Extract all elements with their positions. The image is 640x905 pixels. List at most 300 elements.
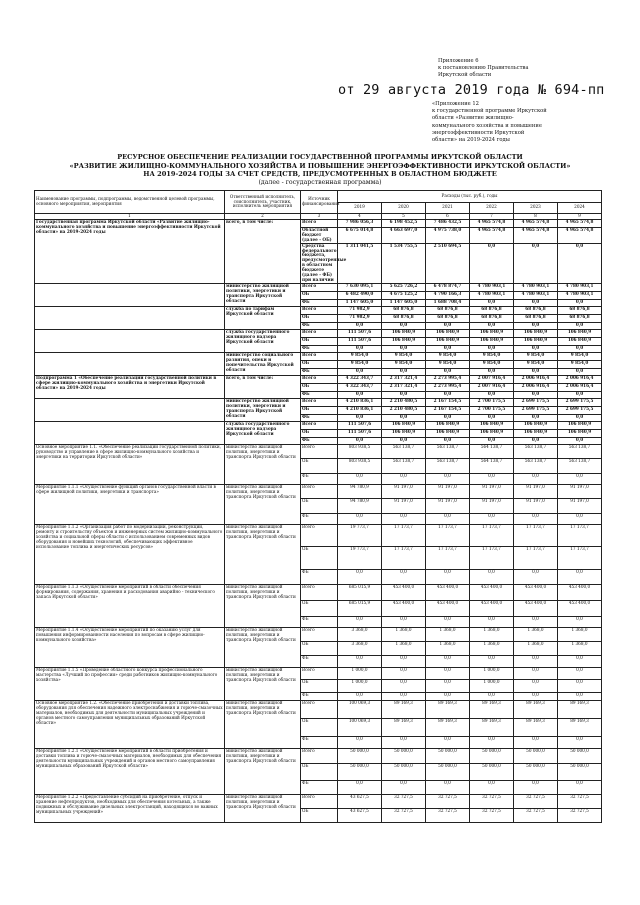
amount-cell: 0,0	[382, 616, 426, 627]
amount-cell: 91 197,0	[514, 498, 558, 513]
amount-cell: 0,0	[470, 692, 514, 700]
amount-cell: 0,0	[558, 322, 602, 329]
amount-cell: 0,0	[382, 679, 426, 692]
amount-cell: 2 210 480,5	[382, 406, 426, 414]
amount-cell: 0,0	[470, 322, 514, 329]
funding-source-cell: Всего	[301, 444, 338, 458]
amount-cell: 106 840,9	[514, 329, 558, 337]
amount-cell: 6 198 452,5	[382, 219, 426, 227]
funding-source-cell: ОБ	[301, 718, 338, 736]
column-number: 7	[470, 214, 514, 220]
title-line: «РАЗВИТИЕ ЖИЛИЩНО-КОММУНАЛЬНОГО ХОЗЯЙСТВА И ПОВЫШЕНИЕ ЭНЕРГОЭФФЕКТИВНОСТИ ИРКУТСКОЙ ОБЛАСТИ»	[69, 161, 571, 170]
amount-cell: 1 688 708,4	[426, 299, 470, 306]
program-name-cell	[35, 398, 225, 421]
amount-cell: 2 699 175,5	[514, 398, 558, 406]
funding-source-cell: ОБ	[301, 383, 338, 391]
amount-cell: 4 965 574,8	[470, 227, 514, 243]
amount-cell: 4 210 836,1	[338, 398, 382, 406]
amount-cell: 0,0	[558, 736, 602, 748]
amount-cell: 68 876,8	[558, 306, 602, 314]
table-header-row	[35, 191, 602, 203]
amount-cell: 5 625 726,2	[382, 283, 426, 291]
year-header: 2024	[558, 202, 602, 214]
amount-cell: 0,0	[338, 322, 382, 329]
amount-cell: 43 627,5	[338, 794, 382, 808]
amount-cell: 68 876,8	[382, 306, 426, 314]
amount-cell: 2 210 480,5	[382, 398, 426, 406]
executor-cell: министерство жилищной политики, энергетики и транспорта Иркутской области	[225, 667, 301, 700]
amount-cell: 9 854,0	[558, 360, 602, 368]
amount-cell: 7 486 432,5	[426, 219, 470, 227]
amount-cell: 0,0	[558, 345, 602, 352]
funding-source-cell: ФБ	[301, 780, 338, 794]
amount-cell: 19 773,7	[338, 524, 382, 546]
executor-cell: служба государственного жилищного надзора Иркутской области	[225, 329, 301, 352]
funding-source-cell: Всего	[301, 398, 338, 406]
amount-cell: 0,0	[382, 368, 426, 375]
appendix-line: Иркутской области	[438, 72, 492, 79]
amount-cell: 106 840,9	[470, 421, 514, 429]
amount-cell: 17 173,7	[470, 524, 514, 546]
table-row	[35, 700, 602, 718]
amount-cell: 91 197,0	[382, 484, 426, 498]
amount-cell: 0,0	[470, 513, 514, 524]
amount-cell: 32 727,5	[426, 794, 470, 808]
amount-cell: 0,0	[382, 437, 426, 444]
funding-source-cell: ОБ	[301, 360, 338, 368]
table-row	[35, 794, 602, 808]
amount-cell: 68 876,8	[514, 306, 558, 314]
amount-cell: 0,0	[470, 655, 514, 667]
amount-cell: 0,0	[382, 655, 426, 667]
amount-cell: 0,0	[514, 299, 558, 306]
amount-cell: 0,0	[382, 780, 426, 794]
amount-cell: 89 169,3	[426, 718, 470, 736]
executor-cell: министерство жилищной политики, энергетики и транспорта Иркутской области	[225, 524, 301, 584]
program-name-cell: Государственная программа Иркутской области «Развитие жилищно-коммунального хозяйства и повышение энергоэффективности Иркутской области» на 2019-2024 годы	[35, 219, 225, 283]
amount-cell: 0,0	[382, 667, 426, 679]
table-row	[35, 283, 602, 291]
funding-source-cell: Всего	[301, 794, 338, 808]
document-title	[40, 153, 600, 179]
program-name-cell: Основное мероприятие 1.1. «Обеспечение реализации государственной политики, руководство и управление в сфере жилищно-коммунального хозяйства и энергетики на территории Иркутской области»	[35, 444, 225, 484]
amount-cell: 9 854,0	[470, 352, 514, 360]
amount-cell: 0,0	[426, 473, 470, 484]
funding-source-cell: ФБ	[301, 345, 338, 352]
amount-cell: 0,0	[338, 616, 382, 627]
funding-source-cell: Всего	[301, 584, 338, 600]
amount-cell: 453 400,0	[514, 584, 558, 600]
amount-cell: 32 727,5	[426, 808, 470, 822]
funding-source-cell: Всего	[301, 700, 338, 718]
amount-cell: 17 173,7	[558, 524, 602, 546]
funding-source-cell: Всего	[301, 627, 338, 641]
year-header: 2020	[382, 202, 426, 214]
executor-cell: служба государственного жилищного надзора Иркутской области	[225, 421, 301, 444]
column-number: 6	[426, 214, 470, 220]
program-name-cell	[35, 329, 225, 352]
amount-cell: 111 507,6	[338, 421, 382, 429]
amount-cell: 4 780 903,1	[514, 283, 558, 291]
amount-cell: 0,0	[514, 414, 558, 421]
amount-cell: 0,0	[426, 391, 470, 398]
amount-cell: 50 000,0	[426, 748, 470, 763]
amount-cell: 91 197,0	[470, 498, 514, 513]
amount-cell: 0,0	[338, 692, 382, 700]
decree-date: от 29 августа 2019 года № 694-пп	[338, 82, 605, 98]
amount-cell: 563 138,7	[426, 458, 470, 473]
funding-source-cell: ОБ	[301, 641, 338, 655]
amount-cell: 106 840,9	[426, 329, 470, 337]
amount-cell: 94 780,9	[338, 484, 382, 498]
amount-cell: 2 006 916,4	[558, 375, 602, 383]
amount-cell: 0,0	[426, 414, 470, 421]
amount-cell: 17 173,7	[558, 546, 602, 569]
amount-cell: 89 169,3	[382, 718, 426, 736]
program-name-cell	[35, 283, 225, 306]
amount-cell: 0,0	[514, 780, 558, 794]
amount-cell: 0,0	[382, 473, 426, 484]
funding-source-cell: ФБ	[301, 569, 338, 584]
amount-cell: 50 000,0	[514, 763, 558, 780]
amount-cell: 50 000,0	[382, 763, 426, 780]
amount-cell: 17 173,7	[382, 524, 426, 546]
amount-cell: 9 854,0	[338, 352, 382, 360]
amount-cell: 685 015,9	[338, 600, 382, 616]
amount-cell: 1 000,0	[338, 679, 382, 692]
amount-cell: 0,0	[426, 780, 470, 794]
amount-cell: 2 273 995,4	[426, 375, 470, 383]
program-name-cell: Мероприятие 1.2.2 «Предоставление субсидий на приобретение, отпуск и хранение нефтепродуктов, необходимых для обеспечения котельных, а также подвижных и обслуживание дизельных электростанций, находящихся во важных муниципальных учреждений»	[35, 794, 225, 822]
amount-cell: 563 138,7	[382, 458, 426, 473]
amount-cell: 89 169,3	[558, 700, 602, 718]
title-line: РЕСУРСНОЕ ОБЕСПЕЧЕНИЕ РЕАЛИЗАЦИИ ГОСУДАРСТВЕННОЙ ПРОГРАММЫ ИРКУТСКОЙ ОБЛАСТИ	[117, 153, 523, 161]
amount-cell: 453 400,0	[558, 584, 602, 600]
amount-cell: 0,0	[514, 473, 558, 484]
amount-cell: 89 169,3	[558, 718, 602, 736]
amount-cell: 0,0	[382, 322, 426, 329]
amount-cell: 2 317 321,4	[382, 375, 426, 383]
amount-cell: 17 173,7	[514, 524, 558, 546]
executor-cell: министерство жилищной политики, энергетики и транспорта Иркутской области	[225, 283, 301, 306]
amount-cell: 1 368,0	[426, 627, 470, 641]
amount-cell: 0,0	[338, 473, 382, 484]
amount-cell: 89 169,3	[470, 718, 514, 736]
amount-cell: 2 007 916,4	[470, 375, 514, 383]
amount-cell: 0,0	[558, 513, 602, 524]
amount-cell: 4 965 574,8	[558, 227, 602, 243]
funding-source-cell: ФБ	[301, 299, 338, 306]
amount-cell: 4 780 903,1	[558, 291, 602, 299]
amount-cell: 4 975 738,0	[426, 227, 470, 243]
amount-cell: 91 197,0	[470, 484, 514, 498]
col-header-name: Наименование программы, подпрограммы, ведомственной целевой программы, основного мероприятия, мероприятия	[35, 191, 225, 214]
amount-cell: 0,0	[558, 569, 602, 584]
amount-cell: 9 854,0	[558, 352, 602, 360]
amount-cell: 91 197,0	[558, 484, 602, 498]
funding-source-cell: Всего	[301, 352, 338, 360]
appendix-line: к постановлению Правительства	[438, 65, 529, 72]
amount-cell: 0,0	[382, 414, 426, 421]
amount-cell: 4 663 697,0	[382, 227, 426, 243]
amount-cell: 0,0	[558, 473, 602, 484]
amount-cell: 0,0	[338, 780, 382, 794]
amount-cell: 4 780 903,1	[558, 283, 602, 291]
amount-cell: 0,0	[338, 345, 382, 352]
amount-cell: 32 727,5	[382, 808, 426, 822]
amount-cell: 0,0	[514, 322, 558, 329]
funding-source-cell: Всего	[301, 329, 338, 337]
year-header: 2023	[514, 202, 558, 214]
amount-cell: 0,0	[470, 243, 514, 283]
amount-cell: 106 840,9	[426, 421, 470, 429]
amount-cell: 453 400,0	[426, 600, 470, 616]
funding-source-cell: ОБ	[301, 337, 338, 345]
amount-cell: 0,0	[470, 437, 514, 444]
amount-cell: 0,0	[470, 616, 514, 627]
amount-cell: 106 840,9	[382, 337, 426, 345]
amount-cell: 2 006 916,4	[514, 383, 558, 391]
column-number: 4	[338, 214, 382, 220]
funding-source-cell: Всего	[301, 219, 338, 227]
amount-cell: 453 400,0	[470, 584, 514, 600]
funding-source-cell: ОБ	[301, 458, 338, 473]
table-row	[35, 584, 602, 600]
funding-source-cell: Всего	[301, 421, 338, 429]
executor-cell: министерство жилищной политики, энергетики и транспорта Иркутской области	[225, 748, 301, 794]
amount-cell: 9 854,0	[426, 360, 470, 368]
funding-source-cell: Всего	[301, 524, 338, 546]
amount-cell: 0,0	[426, 437, 470, 444]
amount-cell: 68 876,8	[558, 314, 602, 322]
amount-cell: 0,0	[426, 569, 470, 584]
amount-cell: 7 986 056,3	[338, 219, 382, 227]
amount-cell: 0,0	[426, 345, 470, 352]
amount-cell: 563 138,7	[426, 444, 470, 458]
amount-cell: 17 173,7	[470, 546, 514, 569]
amount-cell: 71 982,9	[338, 314, 382, 322]
funding-source-cell: ФБ	[301, 414, 338, 421]
table-row	[35, 667, 602, 679]
amount-cell: 0,0	[470, 368, 514, 375]
amount-cell: 453 400,0	[514, 600, 558, 616]
amount-cell: 0,0	[426, 667, 470, 679]
amount-cell: 0,0	[514, 655, 558, 667]
amount-cell: 91 197,0	[382, 498, 426, 513]
amount-cell: 89 169,3	[470, 700, 514, 718]
executor-cell: всего, в том числе:	[225, 219, 301, 283]
amount-cell: 0,0	[426, 679, 470, 692]
executor-cell: министерство жилищной политики, энергетики и транспорта Иркутской области	[225, 484, 301, 524]
funding-source-cell: ОБ	[301, 679, 338, 692]
amount-cell: 4 965 574,8	[514, 219, 558, 227]
amount-cell: 0,0	[382, 345, 426, 352]
amount-cell: 563 138,7	[558, 458, 602, 473]
amount-cell: 50 000,0	[514, 748, 558, 763]
amount-cell: 111 507,6	[338, 329, 382, 337]
amount-cell: 0,0	[558, 692, 602, 700]
executor-cell: министерство жилищной политики, энергетики и транспорта Иркутской области	[225, 794, 301, 822]
amount-cell: 0,0	[470, 345, 514, 352]
amount-cell: 4 790 166,3	[426, 291, 470, 299]
amount-cell: 0,0	[514, 569, 558, 584]
amount-cell: 43 627,5	[338, 808, 382, 822]
amount-cell: 4 675 125,2	[382, 291, 426, 299]
funding-source-cell: ОБ	[301, 429, 338, 437]
amount-cell: 89 169,3	[514, 700, 558, 718]
amount-cell: 4 965 574,8	[470, 219, 514, 227]
amount-cell: 2 699 175,5	[514, 406, 558, 414]
amount-cell: 9 854,0	[382, 360, 426, 368]
amount-cell: 6 478 874,7	[426, 283, 470, 291]
amount-cell: 9 854,0	[426, 352, 470, 360]
table-row	[35, 329, 602, 337]
executor-cell: министерство социального развития, опеки и попечительства Иркутской области	[225, 352, 301, 375]
amount-cell: 1 311 041,5	[338, 243, 382, 283]
executor-cell: министерство жилищной политики, энергетики и транспорта Иркутской области	[225, 627, 301, 667]
executor-cell: министерство жилищной политики, энергетики и транспорта Иркутской области	[225, 700, 301, 748]
amount-cell: 106 840,9	[558, 429, 602, 437]
amount-cell: 1 000,0	[470, 679, 514, 692]
amount-cell: 0,0	[558, 655, 602, 667]
amount-cell: 17 173,7	[426, 524, 470, 546]
amount-cell: 0,0	[426, 513, 470, 524]
column-number: 2	[225, 214, 301, 220]
column-number: 9	[558, 214, 602, 220]
year-header: 2021	[426, 202, 470, 214]
amount-cell: 68 876,8	[382, 314, 426, 322]
amount-cell: 1 368,0	[382, 641, 426, 655]
amount-cell: 68 876,8	[426, 306, 470, 314]
amount-cell: 2 510 694,5	[426, 243, 470, 283]
amount-cell: 4 965 574,8	[514, 227, 558, 243]
amount-cell: 111 507,6	[338, 337, 382, 345]
amount-cell: 0,0	[338, 391, 382, 398]
amount-cell: 0,0	[338, 414, 382, 421]
amount-cell: 91 197,0	[558, 498, 602, 513]
amount-cell: 0,0	[426, 692, 470, 700]
program-name-cell: Мероприятие 1.2.1 «Осуществление мероприятий в области приобретения и доставки топлива и горюче-смазочных материалов, необходимых для обеспечения деятельности муниципальных учреждений и органов местного самоуправления муниципальных образований Иркутской области»	[35, 748, 225, 794]
funding-source-cell: ФБ	[301, 616, 338, 627]
amount-cell: 0,0	[382, 569, 426, 584]
amount-cell: 0,0	[558, 437, 602, 444]
amount-cell: 2 700 175,5	[470, 398, 514, 406]
amount-cell: 106 840,9	[558, 421, 602, 429]
amount-cell: 68 876,8	[470, 306, 514, 314]
amount-cell: 1 147 605,0	[338, 299, 382, 306]
table-row	[35, 375, 602, 383]
amount-cell: 0,0	[338, 513, 382, 524]
table-row	[35, 627, 602, 641]
amount-cell: 0,0	[514, 345, 558, 352]
table-row	[35, 748, 602, 763]
amount-cell: 1 368,0	[514, 627, 558, 641]
amount-cell: 0,0	[470, 414, 514, 421]
amount-cell: 0,0	[514, 692, 558, 700]
amount-cell: 0,0	[382, 391, 426, 398]
appendix-12-note	[432, 101, 602, 144]
executor-cell: министерство жилищной политики, энергетики и транспорта Иркутской области	[225, 584, 301, 627]
document-subtitle: (далее - государственная программа)	[258, 179, 382, 186]
table-row	[35, 306, 602, 314]
amount-cell: 3 368,0	[338, 627, 382, 641]
amount-cell: 685 015,9	[338, 584, 382, 600]
table-row	[35, 524, 602, 546]
amount-cell: 0,0	[558, 391, 602, 398]
amount-cell: 0,0	[558, 616, 602, 627]
program-name-cell: Мероприятие 1.1.3 «Осуществление мероприятий в области обеспечения формирования, содержания, хранения и расходования аварийно - технического запаса Иркутской области»	[35, 584, 225, 627]
amount-cell: 803 938,5	[338, 458, 382, 473]
amount-cell: 68 876,8	[470, 314, 514, 322]
amount-cell: 94 780,9	[338, 498, 382, 513]
amount-cell: 9 854,0	[470, 360, 514, 368]
amount-cell: 89 169,3	[426, 700, 470, 718]
program-name-cell: Подпрограмма 1 «Обеспечение реализации государственной политики в сфере жилищно-коммунального хозяйства и энергетики Иркутской области» на 2019-2024 годы	[35, 375, 225, 398]
funding-source-cell: ФБ	[301, 437, 338, 444]
funding-source-cell: Всего	[301, 748, 338, 763]
appendix12-line: области «Развитие жилищно-	[432, 115, 514, 122]
amount-cell: 32 727,5	[470, 808, 514, 822]
amount-cell: 0,0	[514, 667, 558, 679]
amount-cell: 453 400,0	[558, 600, 602, 616]
column-number: 5	[382, 214, 426, 220]
amount-cell: 106 840,9	[558, 337, 602, 345]
amount-cell: 32 727,5	[558, 794, 602, 808]
amount-cell: 32 727,5	[470, 794, 514, 808]
executor-cell: всего, в том числе:	[225, 375, 301, 398]
amount-cell: 4 780 903,1	[470, 283, 514, 291]
funding-source-cell: Областной бюджет (далее - ОБ)	[301, 227, 338, 243]
program-name-cell: Мероприятие 1.1.5 «Проведение областного конкурса профессионального мастерства «Лучший по профессии» среди работников жилищно-коммунального хозяйства»	[35, 667, 225, 700]
funding-source-cell: Всего	[301, 306, 338, 314]
title-line: НА 2019-2024 ГОДЫ ЗА СЧЕТ СРЕДСТВ, ПРЕДУСМОТРЕННЫХ В ОБЛАСТНОМ БЮДЖЕТЕ	[143, 170, 497, 179]
amount-cell: 91 197,0	[426, 498, 470, 513]
amount-cell: 71 982,9	[338, 306, 382, 314]
amount-cell: 89 169,3	[514, 718, 558, 736]
amount-cell: 68 876,8	[514, 314, 558, 322]
amount-cell: 0,0	[382, 736, 426, 748]
program-name-cell	[35, 306, 225, 329]
amount-cell: 106 840,9	[470, 429, 514, 437]
funding-source-cell: ОБ	[301, 546, 338, 569]
amount-cell: 803 938,5	[338, 444, 382, 458]
amount-cell: 1 368,0	[470, 627, 514, 641]
funding-source-cell: ОБ	[301, 406, 338, 414]
amount-cell: 564 138,7	[470, 458, 514, 473]
amount-cell: 4 322 343,7	[338, 383, 382, 391]
amount-cell: 0,0	[338, 736, 382, 748]
amount-cell: 50 000,0	[426, 763, 470, 780]
amount-cell: 563 138,7	[514, 458, 558, 473]
amount-cell: 4 322 343,7	[338, 375, 382, 383]
amount-cell: 19 773,7	[338, 546, 382, 569]
amount-cell: 0,0	[338, 437, 382, 444]
amount-cell: 0,0	[426, 736, 470, 748]
amount-cell: 1 368,0	[426, 641, 470, 655]
amount-cell: 50 000,0	[470, 748, 514, 763]
table-row	[35, 444, 602, 458]
amount-cell: 1 000,0	[470, 667, 514, 679]
amount-cell: 50 000,0	[558, 748, 602, 763]
amount-cell: 32 727,5	[514, 794, 558, 808]
amount-cell: 0,0	[558, 679, 602, 692]
amount-cell: 2 699 175,5	[558, 398, 602, 406]
funding-source-cell: Средства федерального бюджета, предусмотренные в областном бюджете (далее - ФБ) при наличии	[302, 242, 347, 282]
amount-cell: 2 006 916,4	[558, 383, 602, 391]
amount-cell: 89 169,3	[382, 700, 426, 718]
year-header: 2022	[470, 202, 514, 214]
amount-cell: 1 368,0	[558, 641, 602, 655]
